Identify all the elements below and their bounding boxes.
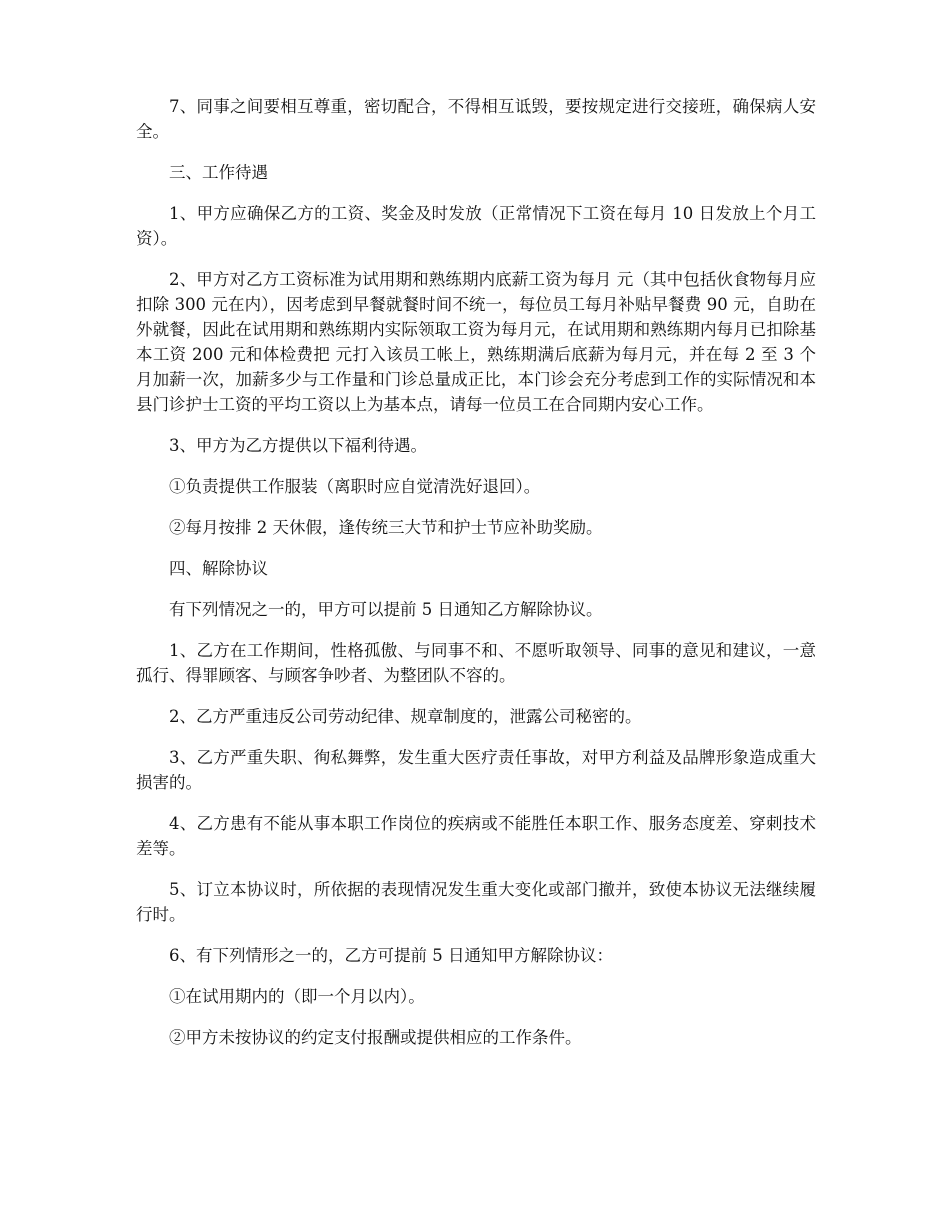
section-heading-termination: 四、解除协议: [169, 559, 268, 578]
paragraph-salary-standard: 2、甲方对乙方工资标准为试用期和熟练期内底薪工资为每月 元（其中包括伙食物每月应扣除 300 元在内），因考虑到早餐就餐时间不统一，每位员工每月补贴早餐费 90 元，自助在外就餐，因此在试用期和熟练期内实际领取工资为每月元，在试用期和熟练期内每月已扣除基本工资 200 元和体检费把 元打入该员工帐上，熟练期满后底薪为每月元，并在每 2 至 3 个月加薪一次，加薪多少与工作量和门诊总量成正比，本门诊会充分考虑到工作的实际情况和本县门诊护士工资的平均工资以上为基本点，请每一位员工在合同期内安心工作。: [136, 270, 816, 414]
paragraph-termination-3: 3、乙方严重失职、徇私舞弊，发生重大医疗责任事故，对甲方利益及品牌形象造成重大损害的。: [136, 748, 816, 792]
paragraph-termination-1: 1、乙方在工作期间，性格孤傲、与同事不和、不愿听取领导、同事的意见和建议，一意孤行、得罪顾客、与顾客争吵者、为整团队不容的。: [136, 641, 816, 685]
paragraph-probation: ①在试用期内的（即一个月以内）。: [169, 987, 425, 1006]
paragraph-termination-2: 2、乙方严重违反公司劳动纪律、规章制度的，泄露公司秘密的。: [169, 707, 642, 726]
document-body: [136, 94, 816, 1066]
paragraph-termination-4: 4、乙方患有不能从事本职工作岗位的疾病或不能胜任本职工作、服务态度差、穿刺技术差等。: [136, 814, 816, 858]
paragraph-unpaid: ②甲方未按协议的约定支付报酬或提供相应的工作条件。: [169, 1028, 582, 1047]
paragraph-salary-payment: 1、甲方应确保乙方的工资、奖金及时发放（正常情况下工资在每月 10 日发放上个月工资）。: [136, 204, 816, 248]
paragraph-termination-5: 5、订立本协议时，所依据的表现情况发生重大变化或部门撤并，致使本协议无法继续履行时。: [136, 880, 816, 924]
paragraph-holidays: ②每月按排 2 天休假，逢传统三大节和护士节应补助奖励。: [169, 518, 603, 537]
section-heading-work-benefits: 三、工作待遇: [169, 163, 268, 182]
paragraph-welfare-intro: 3、甲方为乙方提供以下福利待遇。: [169, 436, 427, 455]
paragraph-termination-intro: 有下列情况之一的，甲方可以提前 5 日通知乙方解除协议。: [169, 600, 603, 619]
paragraph-item-7-colleagues: 7、同事之间要相互尊重，密切配合，不得相互诋毁，要按规定进行交接班，确保病人安全。: [136, 97, 816, 141]
paragraph-work-clothes: ①负责提供工作服装（离职时应自觉清洗好退回）。: [169, 477, 541, 496]
paragraph-termination-6: 6、有下列情形之一的，乙方可提前 5 日通知甲方解除协议：: [169, 946, 613, 965]
